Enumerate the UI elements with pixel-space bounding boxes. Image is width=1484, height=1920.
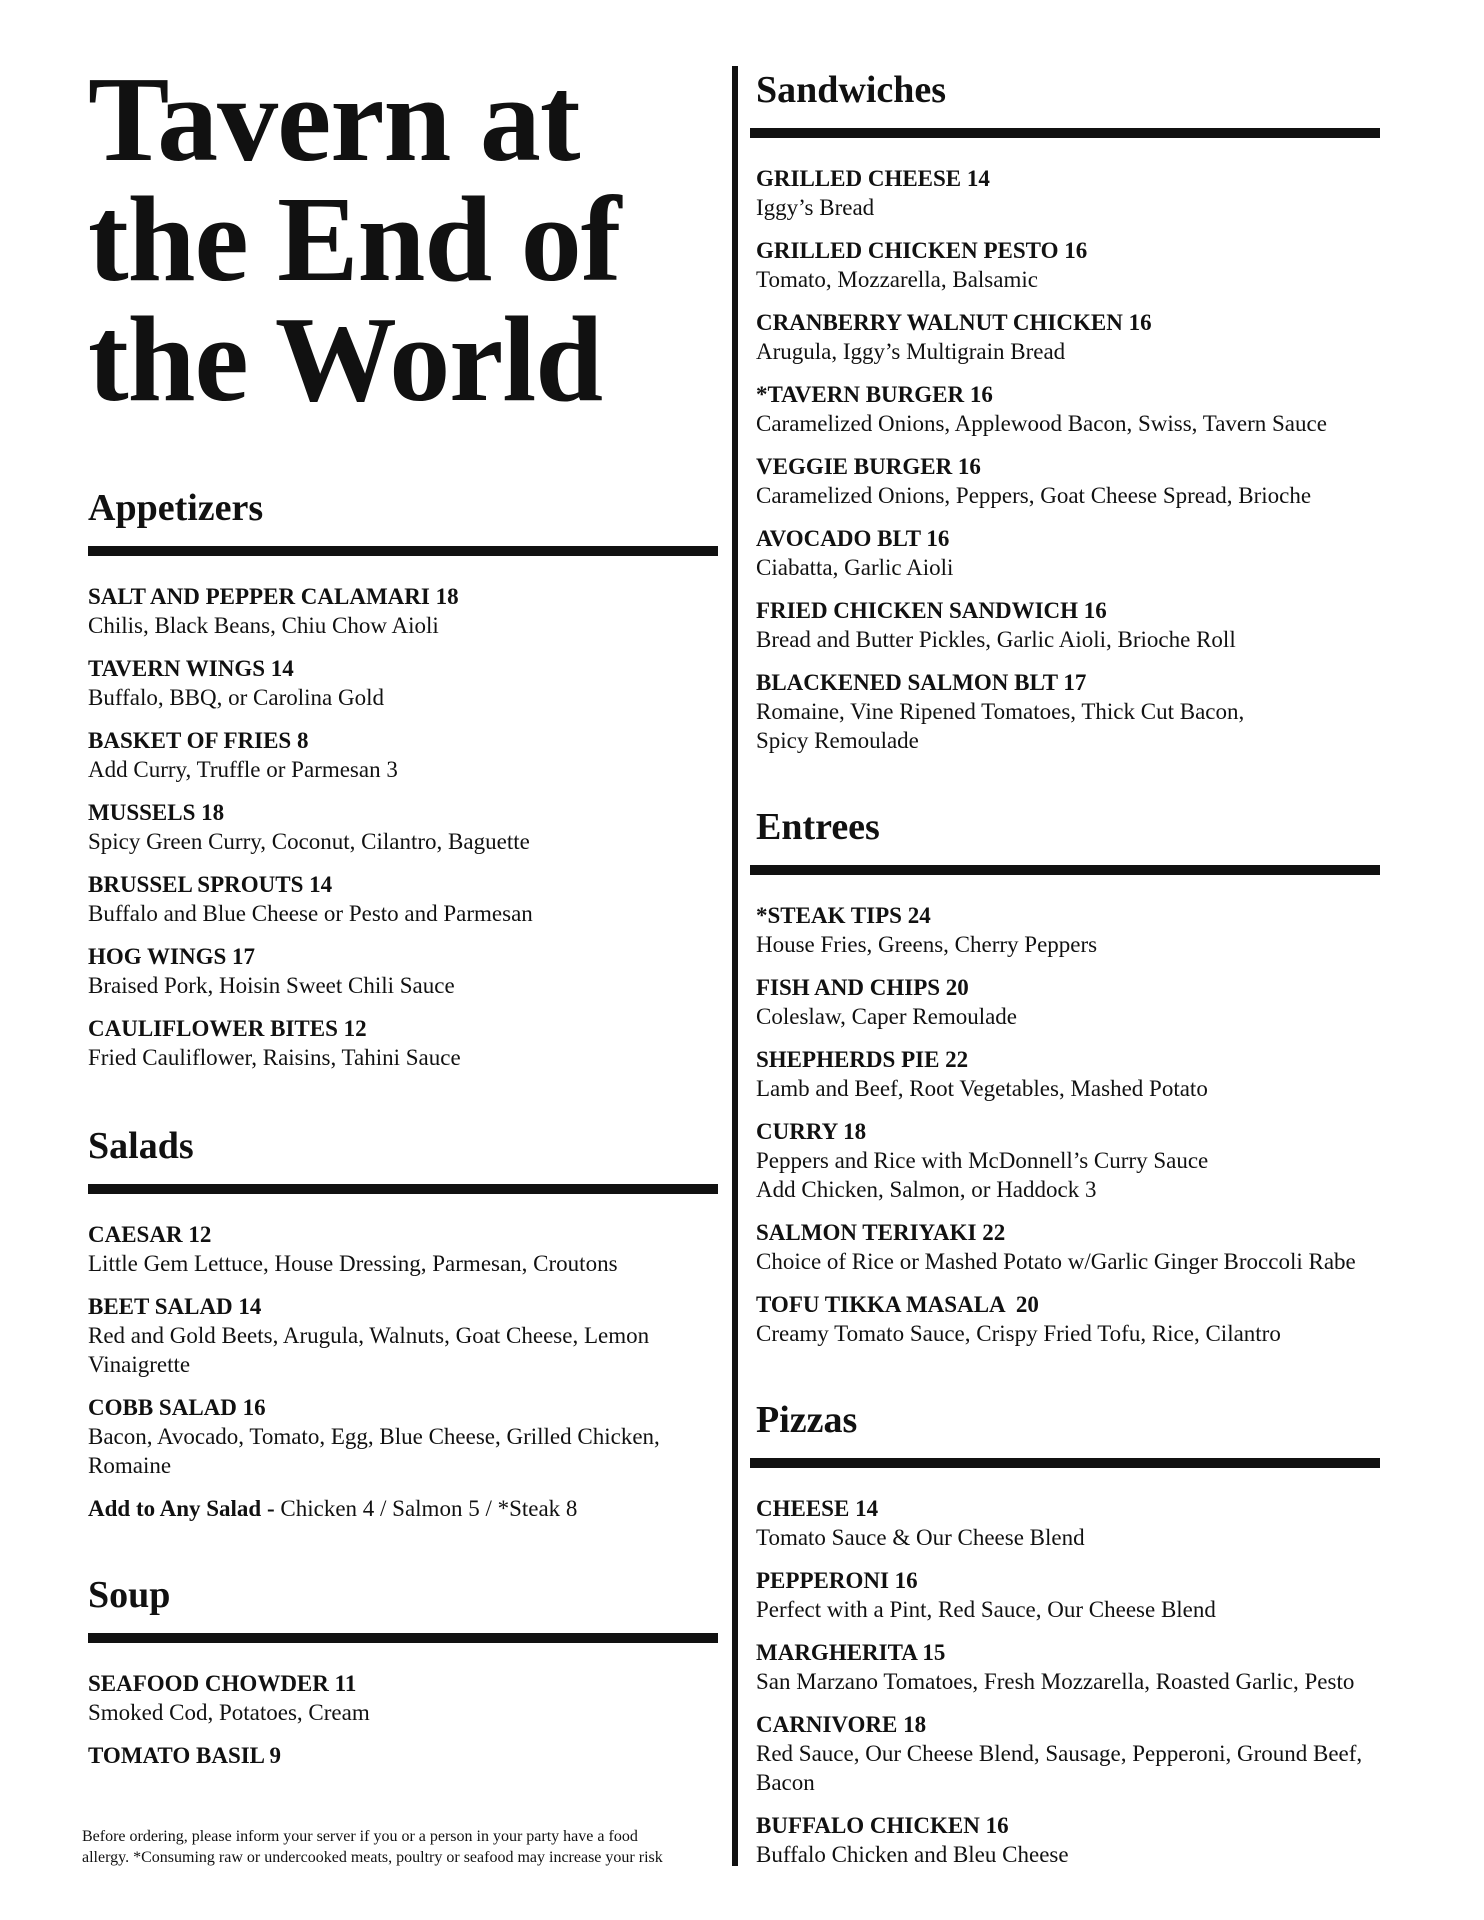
menu-item bbox=[88, 1220, 718, 1278]
item-name: BUFFALO CHICKEN 16 bbox=[756, 1813, 1009, 1838]
item-name: CHEESE 14 bbox=[756, 1496, 879, 1521]
item-name: CAESAR 12 bbox=[88, 1222, 212, 1247]
menu-item bbox=[756, 236, 1386, 294]
item-name: HOG WINGS 17 bbox=[88, 944, 255, 969]
item-name: *STEAK TIPS 24 bbox=[756, 903, 931, 928]
menu-item bbox=[88, 798, 718, 856]
item-name: AVOCADO BLT 16 bbox=[756, 526, 950, 551]
item-description: Caramelized Onions, Applewood Bacon, Swiss, Tavern Sauce bbox=[756, 411, 1327, 436]
menu-item bbox=[88, 582, 718, 640]
item-description: Romaine, Vine Ripened Tomatoes, Thick Cut Bacon, Spicy Remoulade bbox=[756, 699, 1245, 753]
item-name: MARGHERITA 15 bbox=[756, 1640, 946, 1665]
menu-item bbox=[756, 1290, 1386, 1348]
section-rule bbox=[88, 1184, 718, 1194]
menu-item bbox=[756, 1710, 1386, 1797]
item-name: MUSSELS 18 bbox=[88, 800, 225, 825]
section-rule bbox=[88, 546, 718, 556]
item-name: TOFU TIKKA MASALA 20 bbox=[756, 1292, 1039, 1317]
item-description: Tomato Sauce & Our Cheese Blend bbox=[756, 1525, 1085, 1550]
item-description: Buffalo and Blue Cheese or Pesto and Parmesan bbox=[88, 901, 533, 926]
menu-item bbox=[88, 1669, 718, 1727]
item-name: CURRY 18 bbox=[756, 1119, 867, 1144]
menu-item bbox=[88, 654, 718, 712]
item-description: House Fries, Greens, Cherry Peppers bbox=[756, 932, 1098, 957]
item-name: SEAFOOD CHOWDER 11 bbox=[88, 1671, 357, 1696]
item-description: Iggy’s Bread bbox=[756, 195, 875, 220]
item-description: Tomato, Mozzarella, Balsamic bbox=[756, 267, 1038, 292]
item-name: SALMON TERIYAKI 22 bbox=[756, 1220, 1006, 1245]
section-heading: Soup bbox=[88, 1574, 171, 1616]
section-entrees bbox=[756, 805, 1386, 1348]
menu-item bbox=[756, 668, 1386, 755]
item-description: Fried Cauliflower, Raisins, Tahini Sauce bbox=[88, 1045, 461, 1070]
item-name: PEPPERONI 16 bbox=[756, 1568, 918, 1593]
item-description: Peppers and Rice with McDonnell’s Curry Sauce Add Chicken, Salmon, or Haddock 3 bbox=[756, 1148, 1209, 1202]
item-name: TAVERN WINGS 14 bbox=[88, 656, 294, 681]
item-name: BASKET OF FRIES 8 bbox=[88, 728, 309, 753]
section-heading: Entrees bbox=[756, 806, 880, 848]
item-name: *TAVERN BURGER 16 bbox=[756, 382, 993, 407]
item-description: Caramelized Onions, Peppers, Goat Cheese Spread, Brioche bbox=[756, 483, 1312, 508]
menu-item bbox=[88, 726, 718, 784]
menu-item bbox=[88, 1741, 718, 1770]
menu-item bbox=[88, 1292, 718, 1379]
menu-item bbox=[756, 380, 1386, 438]
item-name: GRILLED CHICKEN PESTO 16 bbox=[756, 238, 1088, 263]
item-name: FISH AND CHIPS 20 bbox=[756, 975, 969, 1000]
item-name: SHEPHERDS PIE 22 bbox=[756, 1047, 969, 1072]
section-appetizers bbox=[88, 486, 718, 1072]
menu-item bbox=[756, 901, 1386, 959]
menu-item bbox=[756, 524, 1386, 582]
column-divider bbox=[732, 66, 738, 1866]
restaurant-title: Tavern at the End of the World bbox=[88, 52, 621, 427]
addon-label: Add to Any Salad - bbox=[88, 1496, 275, 1521]
item-description: Braised Pork, Hoisin Sweet Chili Sauce bbox=[88, 973, 455, 998]
item-name: BRUSSEL SPROUTS 14 bbox=[88, 872, 333, 897]
menu-item bbox=[88, 870, 718, 928]
item-name: CAULIFLOWER BITES 12 bbox=[88, 1016, 367, 1041]
section-heading: Sandwiches bbox=[756, 69, 947, 111]
menu-item bbox=[88, 942, 718, 1000]
item-description: Red Sauce, Our Cheese Blend, Sausage, Pepperoni, Ground Beef, Bacon bbox=[756, 1741, 1363, 1795]
menu-item bbox=[756, 1811, 1386, 1869]
item-description: Perfect with a Pint, Red Sauce, Our Cheese Blend bbox=[756, 1597, 1216, 1622]
menu-item bbox=[756, 452, 1386, 510]
section-rule bbox=[750, 128, 1380, 138]
addon-text: Chicken 4 / Salmon 5 / *Steak 8 bbox=[274, 1496, 578, 1521]
item-description: Coleslaw, Caper Remoulade bbox=[756, 1004, 1018, 1029]
left-column bbox=[88, 52, 718, 1784]
section-salads bbox=[88, 1124, 718, 1523]
section-heading: Appetizers bbox=[88, 487, 264, 529]
menu-item bbox=[756, 1566, 1386, 1624]
item-description: Little Gem Lettuce, House Dressing, Parmesan, Croutons bbox=[88, 1251, 618, 1276]
menu-item bbox=[756, 1218, 1386, 1276]
item-description: Choice of Rice or Mashed Potato w/Garlic Ginger Broccoli Rabe bbox=[756, 1249, 1356, 1274]
section-soup bbox=[88, 1573, 718, 1770]
menu-item bbox=[756, 308, 1386, 366]
item-description: Buffalo Chicken and Bleu Cheese bbox=[756, 1842, 1069, 1867]
allergy-footnote: Before ordering, please inform your server if you or a person in your party have a food allergy. *Consuming raw or undercooked meats, poultry or seafood may increase your risk bbox=[82, 1828, 663, 1866]
menu-item bbox=[756, 1494, 1386, 1552]
section-rule bbox=[750, 1458, 1380, 1468]
item-description: Bread and Butter Pickles, Garlic Aioli, Brioche Roll bbox=[756, 627, 1236, 652]
section-heading: Pizzas bbox=[756, 1399, 858, 1441]
menu-item bbox=[756, 1117, 1386, 1204]
menu-item bbox=[756, 1638, 1386, 1696]
item-description: Chilis, Black Beans, Chiu Chow Aioli bbox=[88, 613, 439, 638]
item-name: FRIED CHICKEN SANDWICH 16 bbox=[756, 598, 1107, 623]
item-name: GRILLED CHEESE 14 bbox=[756, 166, 990, 191]
item-name: VEGGIE BURGER 16 bbox=[756, 454, 981, 479]
section-rule bbox=[88, 1633, 718, 1643]
item-description: Creamy Tomato Sauce, Crispy Fried Tofu, Rice, Cilantro bbox=[756, 1321, 1281, 1346]
menu-item bbox=[756, 973, 1386, 1031]
item-name: BEET SALAD 14 bbox=[88, 1294, 262, 1319]
item-description: Arugula, Iggy’s Multigrain Bread bbox=[756, 339, 1066, 364]
item-description: Bacon, Avocado, Tomato, Egg, Blue Cheese, Grilled Chicken, Romaine bbox=[88, 1424, 660, 1478]
menu-item bbox=[756, 164, 1386, 222]
right-column bbox=[756, 68, 1386, 1883]
section-heading: Salads bbox=[88, 1125, 194, 1167]
menu-item bbox=[756, 596, 1386, 654]
item-name: SALT AND PEPPER CALAMARI 18 bbox=[88, 584, 459, 609]
item-description: Lamb and Beef, Root Vegetables, Mashed Potato bbox=[756, 1076, 1208, 1101]
salad-addon bbox=[88, 1494, 718, 1523]
section-pizzas bbox=[756, 1398, 1386, 1869]
item-name: CRANBERRY WALNUT CHICKEN 16 bbox=[756, 310, 1152, 335]
item-name: CARNIVORE 18 bbox=[756, 1712, 927, 1737]
item-description: Spicy Green Curry, Coconut, Cilantro, Baguette bbox=[88, 829, 530, 854]
item-description: Ciabatta, Garlic Aioli bbox=[756, 555, 954, 580]
item-description: San Marzano Tomatoes, Fresh Mozzarella, Roasted Garlic, Pesto bbox=[756, 1669, 1355, 1694]
menu-item bbox=[88, 1393, 718, 1480]
item-description: Red and Gold Beets, Arugula, Walnuts, Goat Cheese, Lemon Vinaigrette bbox=[88, 1323, 650, 1377]
item-name: COBB SALAD 16 bbox=[88, 1395, 266, 1420]
item-description: Buffalo, BBQ, or Carolina Gold bbox=[88, 685, 384, 710]
item-name: BLACKENED SALMON BLT 17 bbox=[756, 670, 1087, 695]
item-name: TOMATO BASIL 9 bbox=[88, 1743, 282, 1768]
section-rule bbox=[750, 865, 1380, 875]
section-sandwiches bbox=[756, 68, 1386, 755]
menu-item bbox=[756, 1045, 1386, 1103]
menu-item bbox=[88, 1014, 718, 1072]
item-description: Add Curry, Truffle or Parmesan 3 bbox=[88, 757, 398, 782]
item-description: Smoked Cod, Potatoes, Cream bbox=[88, 1700, 370, 1725]
